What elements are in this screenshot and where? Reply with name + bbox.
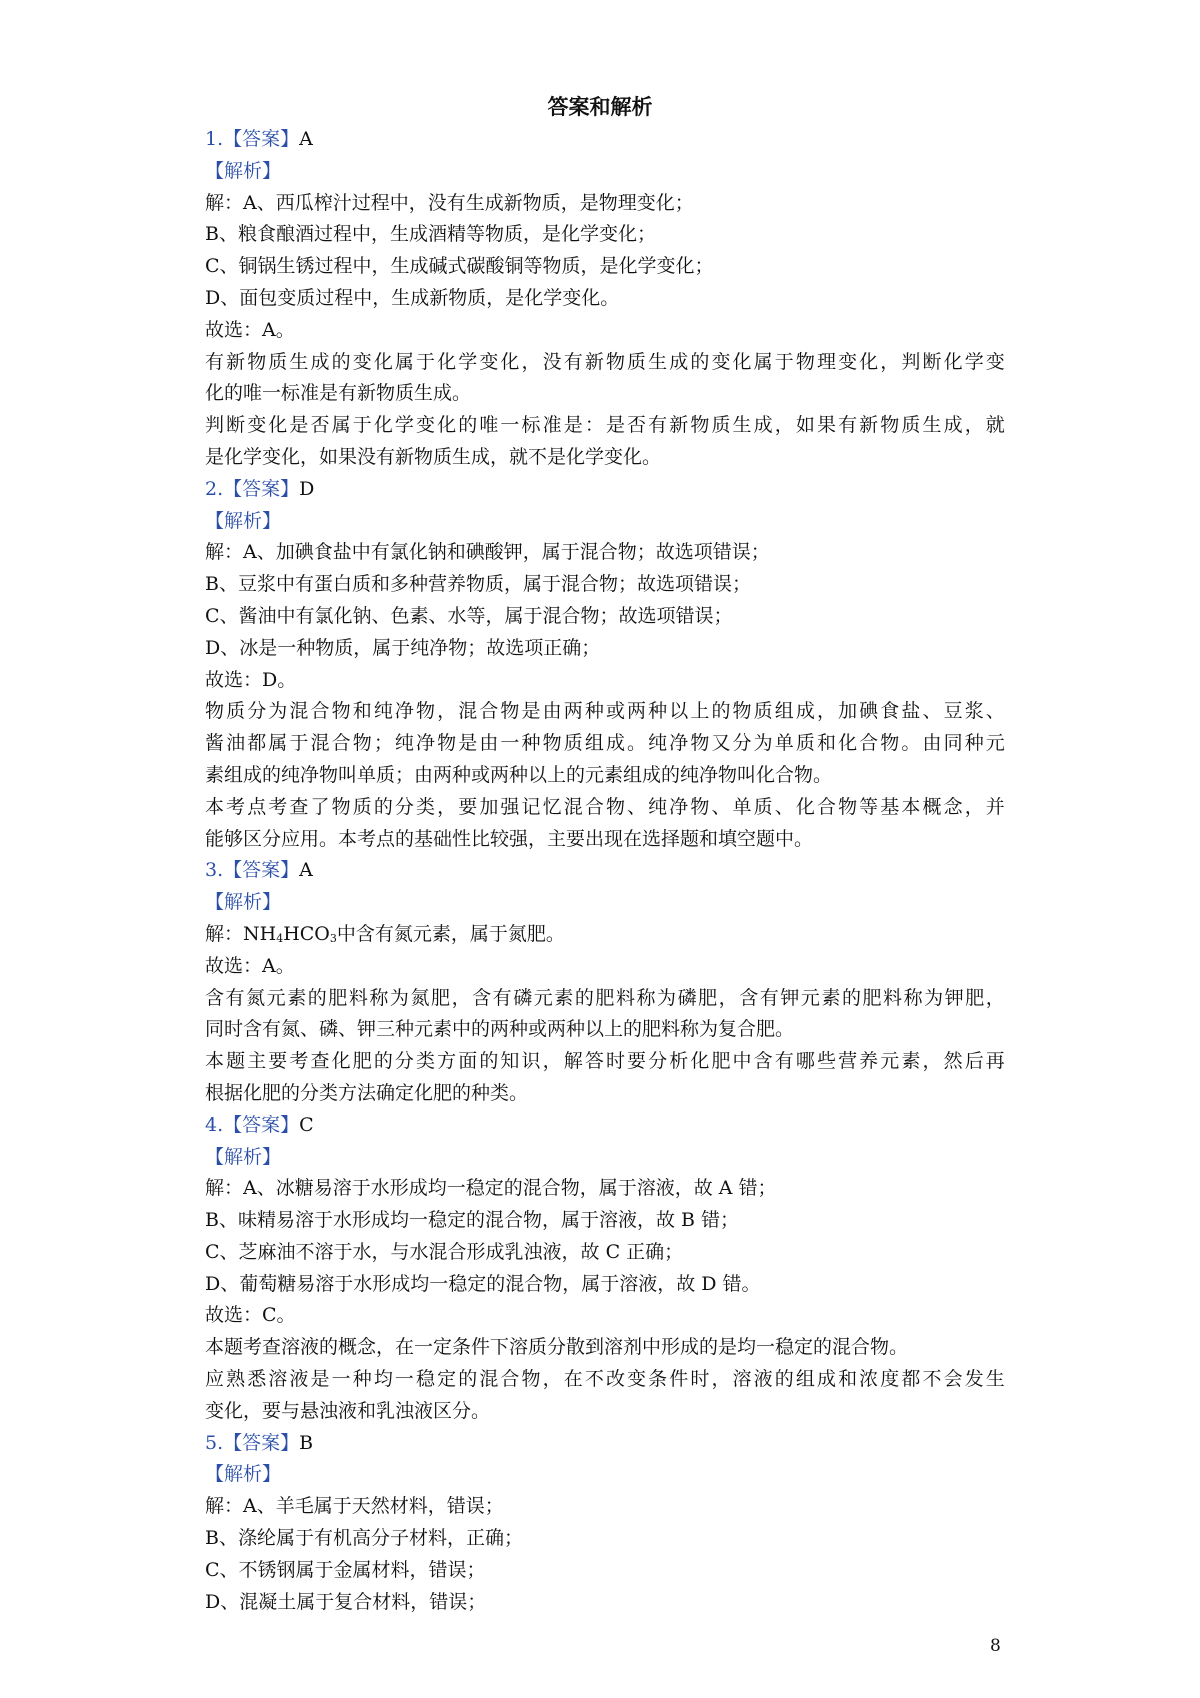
paragraph-line: 本题考查溶液的概念，在一定条件下溶质分散到溶剂中形成的是均一稳定的混合物。 (205, 1336, 909, 1359)
solution-line: B、涤纶属于有机高分子材料，正确； (205, 1527, 523, 1550)
analysis-tag: 【解析】 (205, 1145, 282, 1168)
answer-tag: 【答案】 (223, 128, 300, 150)
paragraph-line: 是化学变化，如果没有新物质生成，就不是化学变化。 (205, 445, 662, 468)
answer-value: B (299, 1431, 314, 1454)
solution-line: 解：A、加碘食盐中有氯化钠和碘酸钾，属于混合物；故选项错误； (205, 541, 770, 564)
question-number: 2. (205, 477, 224, 500)
answer-tag: 【答案】 (223, 1113, 300, 1136)
paragraph-line: 含有氮元素的肥料称为氮肥，含有磷元素的肥料称为磷肥，含有钾元素的肥料称为钾肥， (205, 986, 1005, 1009)
formula-subscript: 3 (329, 931, 337, 945)
formula-mid: HCO (283, 922, 330, 945)
solution-line: D、面包变质过程中，生成新物质，是化学变化。 (205, 286, 620, 309)
paragraph-line: 物质分为混合物和纯净物，混合物是由两种或两种以上的物质组成，加碘食盐、豆浆、 (205, 700, 1005, 723)
solution-line: 故选：A。 (205, 954, 295, 977)
solution-line: 故选：D。 (205, 668, 297, 691)
solution-line: 解：A、冰糖易溶于水形成均一稳定的混合物，属于溶液，故 A 错； (205, 1177, 777, 1200)
answer-line (205, 855, 1005, 887)
page-title: 答案和解析 (547, 95, 653, 119)
question-number: 4. (205, 1113, 224, 1136)
page-number: 8 (990, 1636, 1001, 1656)
answer-value: D (299, 477, 315, 500)
question-number: 3. (205, 859, 224, 882)
answer-value: C (299, 1113, 314, 1136)
answer-line (205, 474, 1005, 506)
solution-line: C、铜锅生锈过程中，生成碱式碳酸铜等物质，是化学变化； (205, 255, 714, 278)
answer-value: A (299, 859, 313, 882)
solution-line: 故选：C。 (205, 1304, 296, 1327)
answer-value: A (299, 128, 313, 150)
solution-line: D、冰是一种物质，属于纯净物；故选项正确； (205, 636, 601, 659)
solution-line: B、粮食酿酒过程中，生成酒精等物质，是化学变化； (205, 223, 656, 246)
formula-line (205, 919, 1005, 951)
analysis-tag: 【解析】 (205, 159, 282, 182)
solution-line: C、酱油中有氯化钠、色素、水等，属于混合物；故选项错误； (205, 604, 733, 627)
paragraph-line: 有新物质生成的变化属于化学变化，没有新物质生成的变化属于物理变化，判断化学变 (205, 350, 1005, 373)
formula-suffix: 中含有氮元素，属于氮肥。 (336, 922, 565, 945)
solution-line: C、不锈钢属于金属材料，错误； (205, 1558, 486, 1581)
paragraph-line: 根据化肥的分类方法确定化肥的种类。 (205, 1081, 529, 1104)
paragraph-line: 酱油都属于混合物；纯净物是由一种物质组成。纯净物又分为单质和化合物。由同种元 (205, 732, 1005, 755)
solution-line: 解：A、羊毛属于天然材料，错误； (205, 1495, 504, 1518)
paragraph-line: 本题主要考查化肥的分类方面的知识，解答时要分析化肥中含有哪些营养元素，然后再 (205, 1050, 1005, 1073)
solution-line: D、混凝土属于复合材料，错误； (205, 1590, 487, 1613)
answer-tag: 【答案】 (223, 859, 300, 882)
answer-content (205, 124, 1005, 1618)
answer-line (205, 1428, 1005, 1460)
paragraph-line: 素组成的纯净物叫单质；由两种或两种以上的元素组成的纯净物叫化合物。 (205, 763, 833, 786)
solution-line: 故选：A。 (205, 318, 295, 341)
solution-line: 解：A、西瓜榨汁过程中，没有生成新物质，是物理变化； (205, 191, 694, 214)
paragraph-line: 化的唯一标准是有新物质生成。 (205, 382, 472, 405)
paragraph-line: 变化，要与悬浊液和乳浊液区分。 (205, 1399, 491, 1422)
analysis-tag: 【解析】 (205, 509, 282, 532)
solution-line: B、味精易溶于水形成均一稳定的混合物，属于溶液，故 B 错； (205, 1209, 740, 1232)
answer-tag: 【答案】 (223, 477, 300, 500)
formula-prefix: 解：NH (205, 922, 277, 945)
answer-line (205, 1110, 1005, 1142)
analysis-tag: 【解析】 (205, 891, 282, 914)
solution-line: B、豆浆中有蛋白质和多种营养物质，属于混合物；故选项错误； (205, 573, 751, 596)
solution-line: C、芝麻油不溶于水，与水混合形成乳浊液，故 C 正确； (205, 1240, 684, 1263)
solution-line: D、葡萄糖易溶于水形成均一稳定的混合物，属于溶液，故 D 错。 (205, 1272, 761, 1295)
analysis-tag: 【解析】 (205, 1463, 282, 1486)
paragraph-line: 应熟悉溶液是一种均一稳定的混合物，在不改变条件时，溶液的组成和浓度都不会发生 (205, 1368, 1005, 1391)
question-number: 5. (205, 1431, 224, 1454)
paragraph-line: 本考点考查了物质的分类，要加强记忆混合物、纯净物、单质、化合物等基本概念，并 (205, 795, 1005, 818)
question-number: 1. (205, 128, 224, 150)
paragraph-line: 能够区分应用。本考点的基础性比较强，主要出现在选择题和填空题中。 (205, 827, 814, 850)
answer-line (205, 124, 1005, 156)
answer-tag: 【答案】 (223, 1431, 300, 1454)
formula-subscript: 4 (276, 931, 284, 945)
paragraph-line: 同时含有氮、磷、钾三种元素中的两种或两种以上的肥料称为复合肥。 (205, 1018, 795, 1041)
paragraph-line: 判断变化是否属于化学变化的唯一标准是：是否有新物质生成，如果有新物质生成，就 (205, 414, 1005, 437)
